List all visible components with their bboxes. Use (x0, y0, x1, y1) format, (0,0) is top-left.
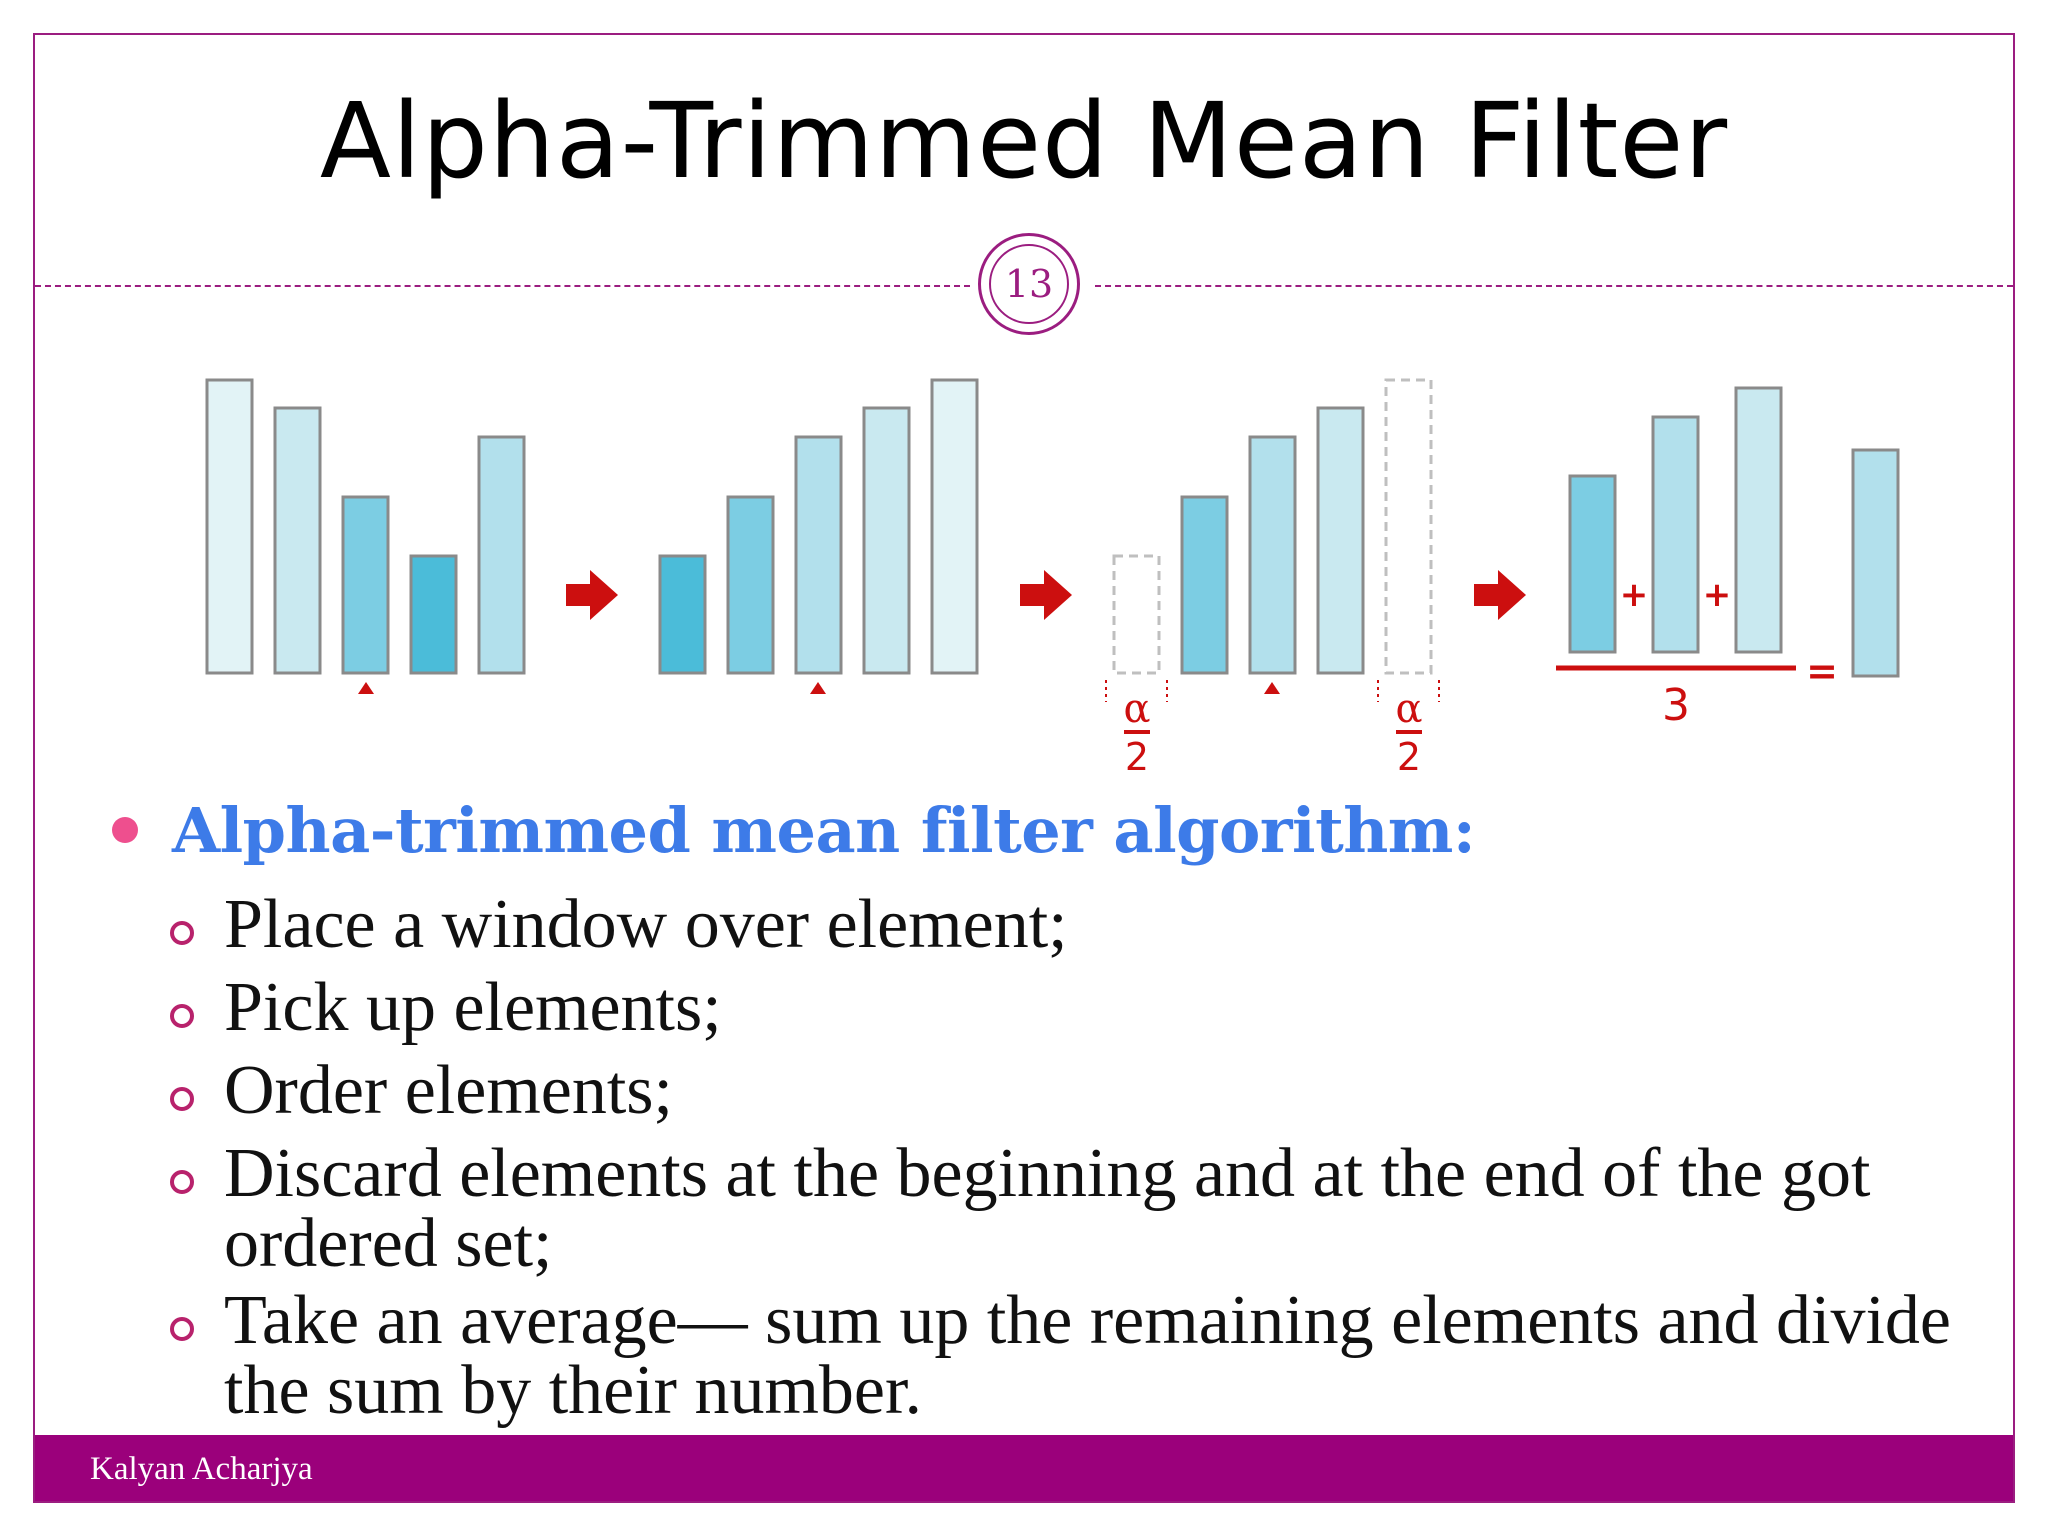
footer-bar (35, 1435, 2013, 1501)
bar (1570, 476, 1615, 652)
bar (796, 437, 841, 673)
bar (1653, 417, 1698, 652)
algorithm-heading: Alpha-trimmed mean filter algorithm: (172, 793, 1476, 867)
divisor: 3 (1662, 680, 1690, 731)
stage-unsorted (207, 380, 524, 673)
bullet-icon (112, 817, 138, 843)
stage-sorted (660, 380, 977, 673)
alpha-half-label (1106, 680, 1167, 779)
bar (1182, 497, 1227, 673)
arrow-right-icon (1020, 570, 1072, 620)
step-text: Order elements; (224, 1052, 673, 1129)
bar (1318, 408, 1363, 673)
arrow-right-icon (566, 570, 618, 620)
step-text: Pick up elements; (224, 969, 722, 1046)
step-text: Discard elements at the beginning and at the end of the got ordered set; (224, 1135, 1871, 1282)
result-bar (1853, 450, 1898, 676)
algorithm-heading-row (100, 775, 1980, 885)
equals-sign: = (1806, 649, 1838, 693)
alpha-symbol: α (1123, 686, 1151, 732)
circle-bullet-icon (170, 1170, 194, 1194)
center-marker (358, 682, 374, 694)
bar (275, 408, 320, 673)
bar (343, 497, 388, 673)
plus-sign: + (1619, 575, 1649, 615)
circle-bullet-icon (170, 921, 194, 945)
alpha-denominator: 2 (1396, 735, 1422, 779)
bar (728, 497, 773, 673)
bar (207, 380, 252, 673)
circle-bullet-icon (170, 1087, 194, 1111)
bar (1736, 388, 1781, 652)
center-marker (1264, 682, 1280, 694)
list-item (170, 1134, 1980, 1281)
bar (864, 408, 909, 673)
alpha-symbol: α (1395, 686, 1423, 732)
alpha-half-label (1378, 680, 1439, 779)
bar (411, 556, 456, 673)
trimmed-bar (1386, 380, 1431, 673)
slide-title: Alpha-Trimmed Mean Filter (319, 80, 1729, 202)
bar (479, 437, 524, 673)
circle-bullet-icon (170, 1004, 194, 1028)
plus-sign: + (1702, 575, 1732, 615)
arrow-right-icon (1474, 570, 1526, 620)
bar (1250, 437, 1295, 673)
list-item (170, 968, 1980, 1051)
list-item (170, 885, 1980, 968)
step-text: Place a window over element; (224, 886, 1068, 963)
algorithm-section (100, 775, 1980, 1428)
list-item (170, 1051, 1980, 1134)
footer-author: Kalyan Acharjya (90, 1451, 313, 1487)
bar (932, 380, 977, 673)
step-text: Take an average— sum up the remaining elements and divide the sum by their number. (224, 1282, 1951, 1429)
stage-trimmed (1114, 380, 1431, 673)
trimmed-bar (1114, 556, 1159, 673)
list-item (170, 1281, 1980, 1428)
center-marker (810, 682, 826, 694)
bar (660, 556, 705, 673)
alpha-denominator: 2 (1124, 735, 1150, 779)
circle-bullet-icon (170, 1317, 194, 1341)
stage-average (1570, 388, 1898, 676)
page-number: 13 (989, 244, 1069, 324)
